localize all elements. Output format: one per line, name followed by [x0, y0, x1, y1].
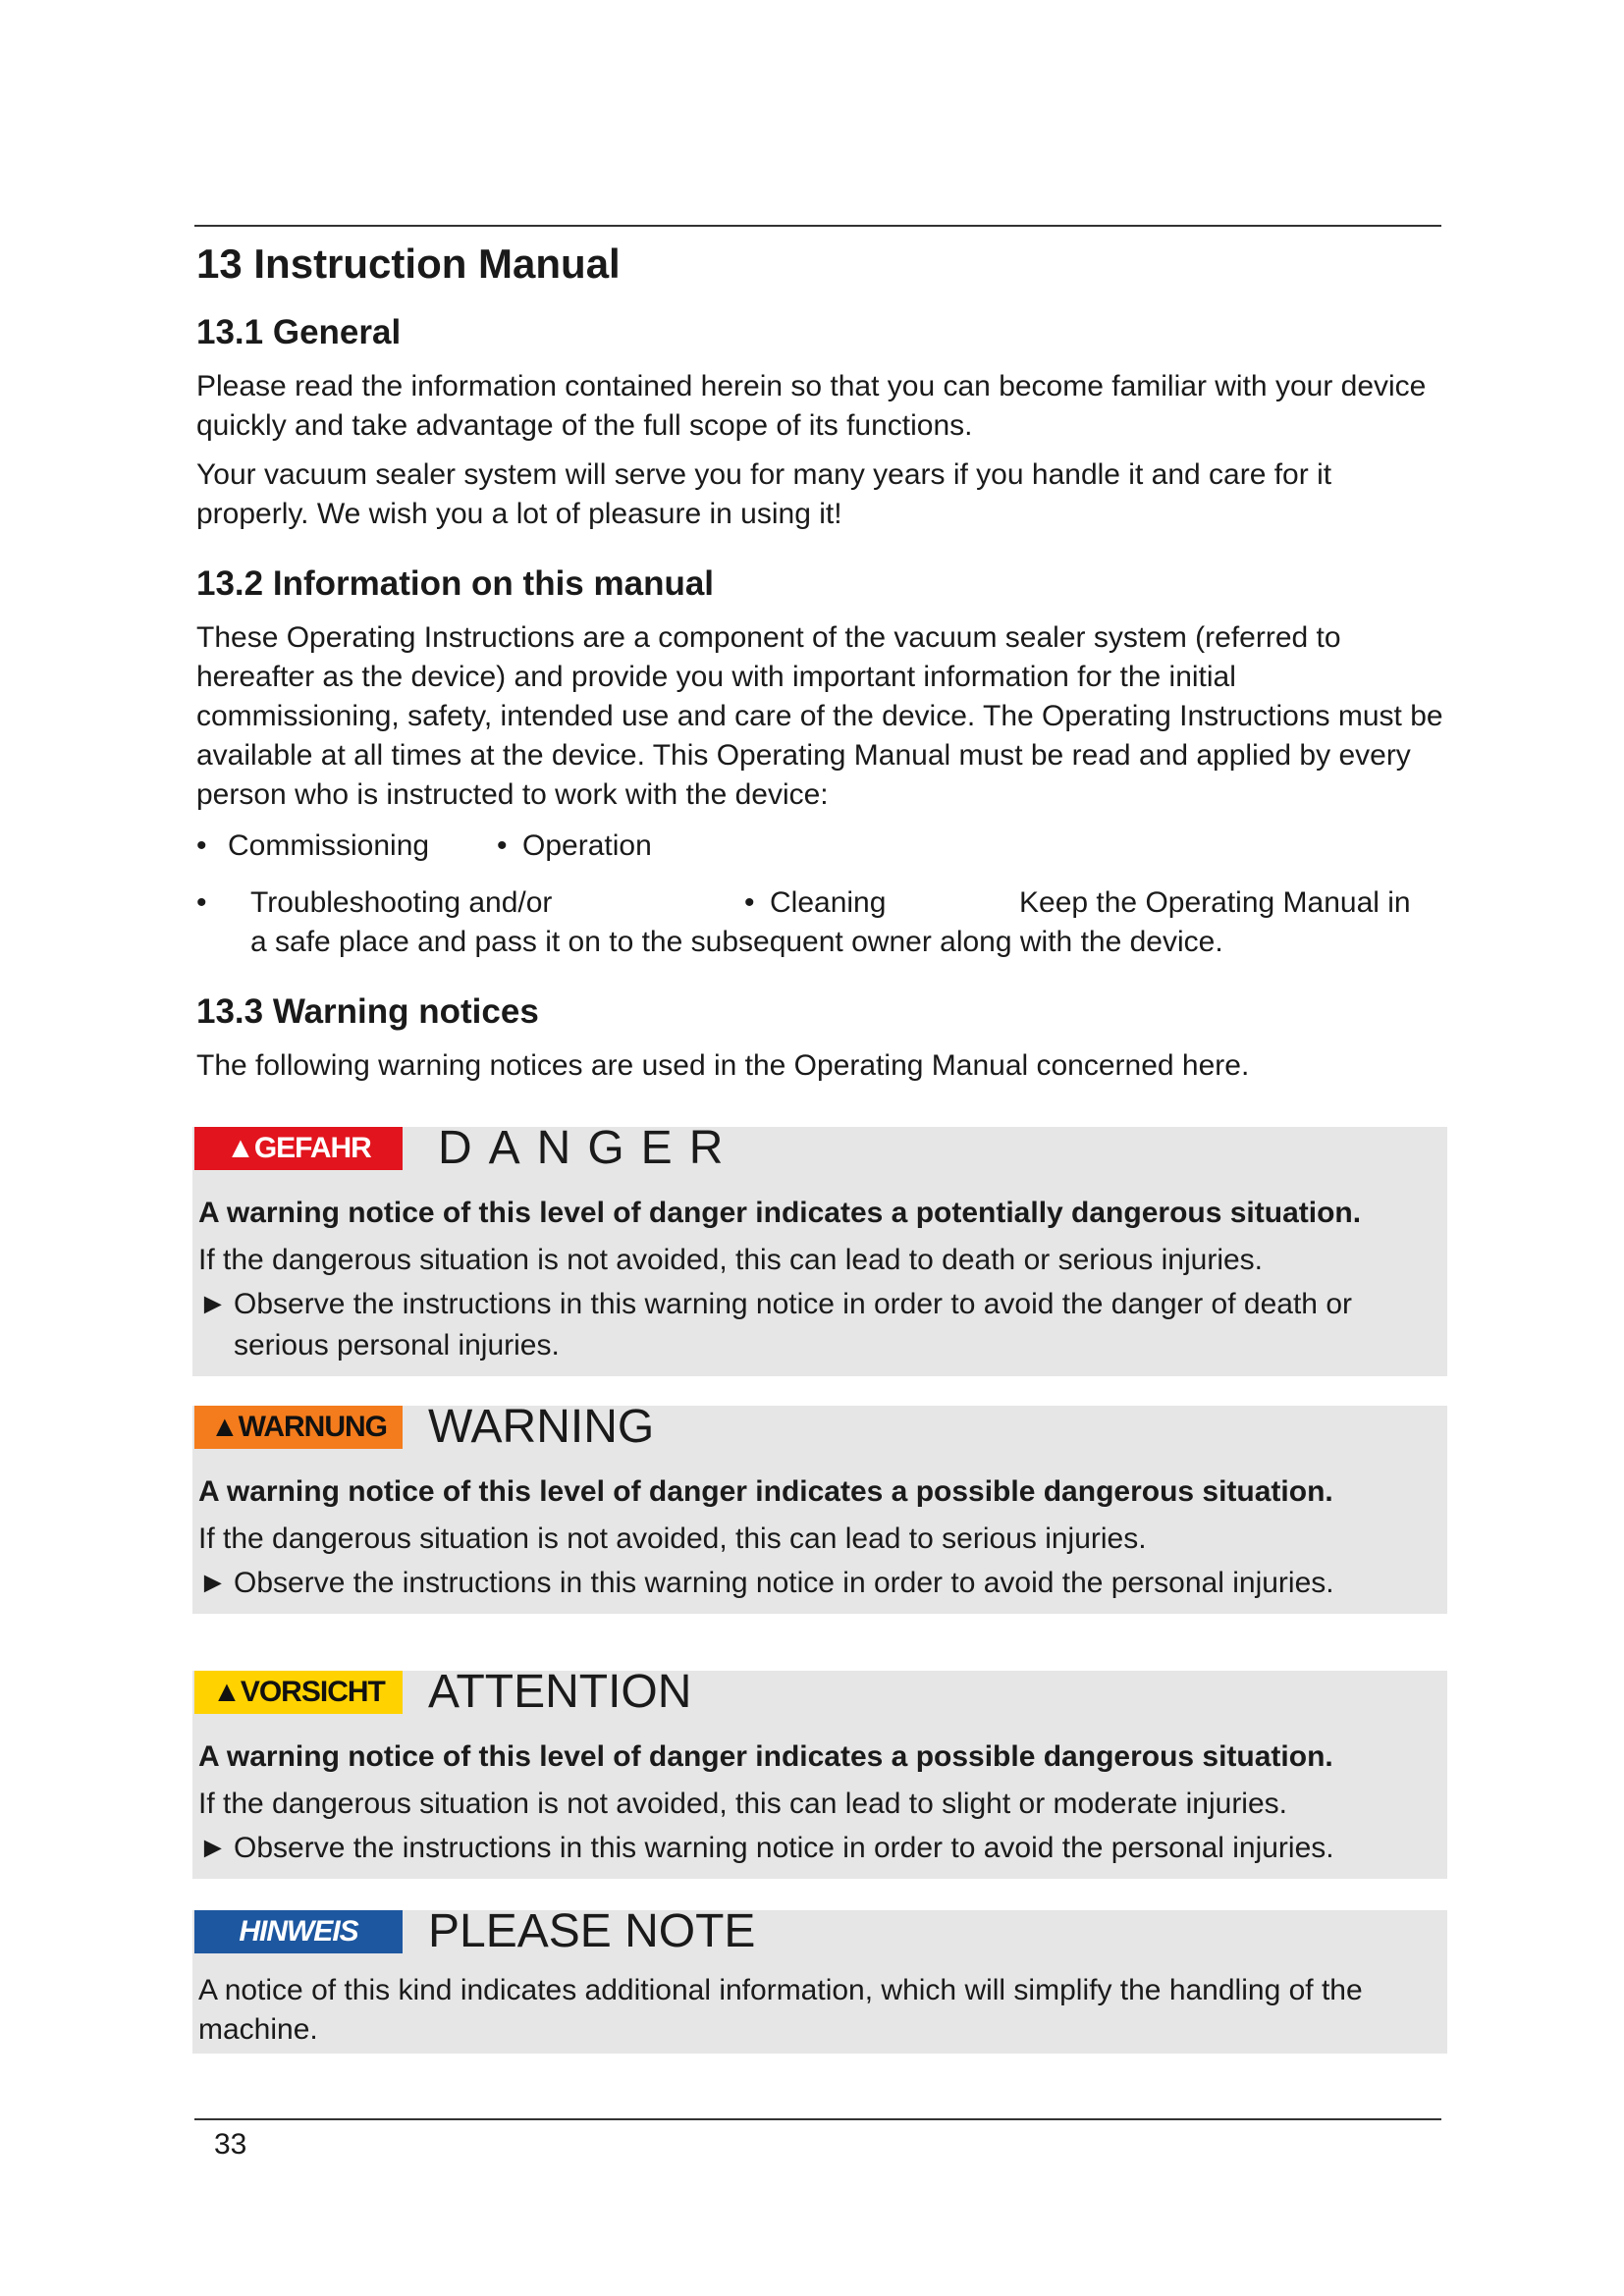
danger-notice-box: [192, 1122, 1447, 1376]
manual-info-paragraph: These Operating Instructions are a component of the vacuum sealer system (referred to hereafter as the device) and provide you with important information for the initial commissioning, safety, intended use and care of the device. The Operating Instructions must be available at all times at the device. This Operating Manual must be read and applied by every person who is instructed to work with the device:: [196, 621, 1443, 811]
note-notice-header: [192, 1905, 1447, 1965]
bullet-icon: •: [744, 886, 755, 919]
danger-bold-text: A warning notice of this level of danger indicates a potentially dangerous situation.: [198, 1197, 1362, 1229]
note-badge: HINWEIS: [194, 1910, 403, 1953]
task-list: [196, 827, 1443, 962]
caution-action-text: Observe the instructions in this warning notice in order to avoid the personal injuries.: [234, 1832, 1334, 1864]
arrow-right-icon: ►: [198, 1567, 228, 1599]
caution-notice-header: [192, 1666, 1447, 1726]
danger-title: DANGER: [438, 1122, 740, 1174]
list-item-operation: Operation: [522, 829, 652, 862]
bullet-icon: •: [196, 886, 207, 919]
list-item-commissioning: Commissioning: [228, 829, 430, 862]
arrow-right-icon: ►: [198, 1288, 228, 1320]
list-item-continuation: a safe place and pass it on to the subsequent owner along with the device.: [250, 926, 1223, 958]
bullet-icon: •: [196, 829, 207, 862]
caution-text: If the dangerous situation is not avoided, this can lead to slight or moderate injuries.: [198, 1788, 1287, 1820]
note-notice-box: [192, 1905, 1447, 2054]
footer-rule: [194, 2118, 1441, 2120]
arrow-right-icon: ►: [198, 1832, 228, 1864]
general-paragraph-1: Please read the information contained herein so that you can become familiar with your device quickly and take advantage of the full scope of its functions.: [196, 370, 1427, 442]
list-item-troubleshooting: Troubleshooting and/or: [250, 886, 553, 919]
danger-notice-header: [192, 1122, 1447, 1182]
danger-action-text: Observe the instructions in this warning notice in order to avoid the danger of death or serious personal injuries.: [234, 1288, 1352, 1362]
warning-notice-body: [192, 1461, 1447, 1604]
warning-badge: ▲WARNUNG: [194, 1406, 403, 1449]
danger-text: If the dangerous situation is not avoided, this can lead to death or serious injuries.: [198, 1244, 1263, 1276]
caution-action: [198, 1828, 1441, 1869]
warnings-intro: The following warning notices are used in the Operating Manual concerned here.: [196, 1049, 1250, 1082]
section-general-heading: 13.1 General: [196, 313, 402, 351]
page-number: 33: [214, 2128, 247, 2161]
bullet-icon: •: [497, 829, 508, 862]
note-title: PLEASE NOTE: [428, 1905, 756, 1957]
section-warnings-heading: 13.3 Warning notices: [196, 992, 539, 1031]
note-notice-body: [192, 1965, 1447, 2050]
warning-bold-text: A warning notice of this level of danger indicates a possible dangerous situation.: [198, 1475, 1333, 1508]
general-paragraph-2: Your vacuum sealer system will serve you for many years if you handle it and care for it properly. We wish you a lot of pleasure in using it!: [196, 458, 1332, 530]
danger-badge: ▲GEFAHR: [194, 1127, 403, 1170]
warning-action: [198, 1563, 1441, 1604]
warning-notice-box: [192, 1401, 1447, 1614]
warning-action-text: Observe the instructions in this warning notice in order to avoid the personal injuries.: [234, 1567, 1334, 1599]
page-content: [196, 226, 1443, 1086]
list-item: [196, 827, 1443, 866]
section-manual-info-heading: 13.2 Information on this manual: [196, 564, 715, 603]
list-item: [196, 883, 1443, 923]
caution-bold-text: A warning notice of this level of danger indicates a possible dangerous situation.: [198, 1740, 1333, 1773]
caution-badge: ▲VORSICHT: [194, 1671, 403, 1714]
list-item-cleaning: Cleaning: [770, 886, 887, 919]
warning-title: WARNING: [428, 1401, 655, 1453]
danger-action: [198, 1284, 1441, 1366]
list-item-keep-manual: Keep the Operating Manual in: [1019, 886, 1411, 919]
warning-text: If the dangerous situation is not avoided, this can lead to serious injuries.: [198, 1522, 1147, 1555]
warning-notice-header: [192, 1401, 1447, 1461]
caution-notice-body: [192, 1726, 1447, 1869]
danger-notice-body: [192, 1182, 1447, 1366]
caution-title: ATTENTION: [428, 1666, 692, 1718]
caution-notice-box: [192, 1666, 1447, 1879]
note-text: A notice of this kind indicates additional information, which will simplify the handling of the machine.: [198, 1974, 1363, 2046]
chapter-title: 13 Instruction Manual: [196, 240, 621, 287]
